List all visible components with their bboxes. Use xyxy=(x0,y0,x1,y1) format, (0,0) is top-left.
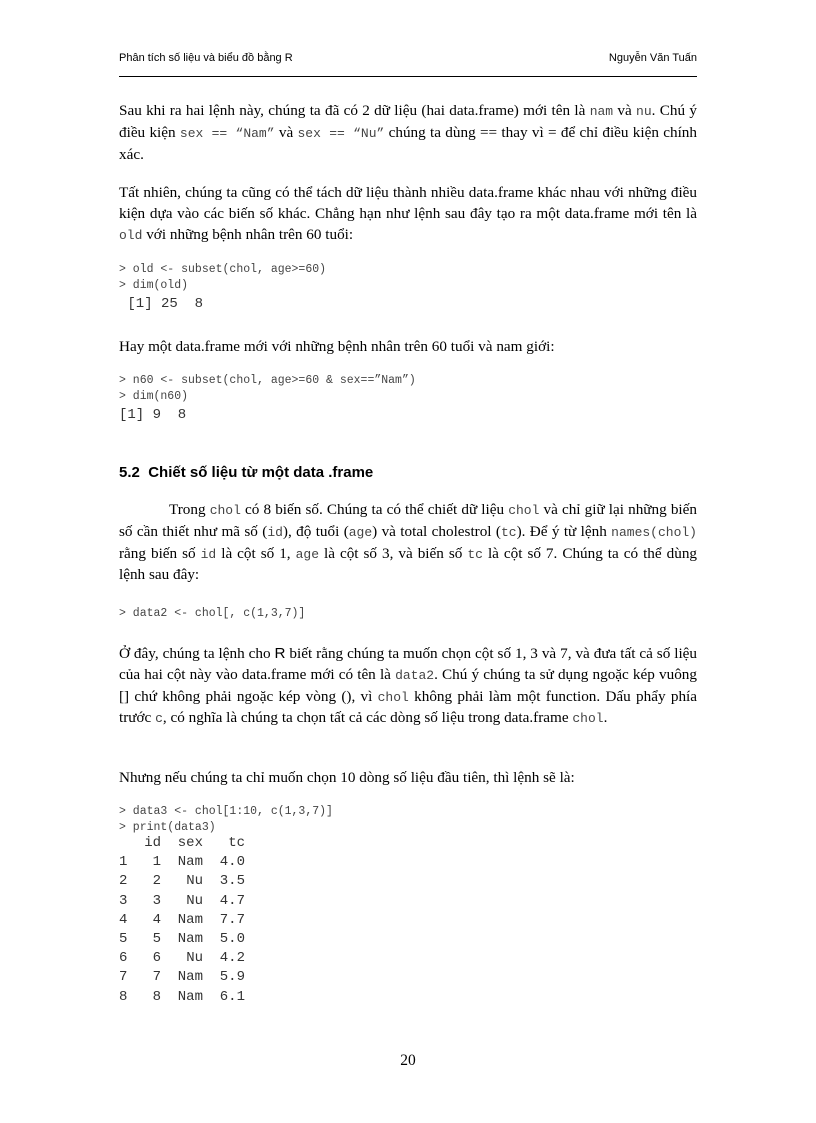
code-block-2 xyxy=(119,373,416,405)
output-1: [1] 25 8 xyxy=(119,296,204,312)
code-line: > old <- subset(chol, age>=60) xyxy=(119,263,327,276)
running-header xyxy=(119,52,697,72)
code-line: > print(data3) xyxy=(119,821,216,834)
column-header: id xyxy=(144,835,161,851)
cell-sex: Nam xyxy=(177,911,203,928)
code-block-3: > data2 <- chol[, c(1,3,7)] xyxy=(119,607,306,620)
column-header: sex xyxy=(177,835,203,851)
paragraph-1: Sau khi ra hai lệnh này, chúng ta đã có 2 dữ liệu (hai data.frame) mới tên là nam và nu. Chú ý điều kiện sex == “Nam” và sex == “Nu” chúng ta dùng == thay vì = để chỉ điều kiện chính xác. xyxy=(119,102,697,163)
table-row xyxy=(119,969,245,988)
paragraph-6: Nhưng nếu chúng ta chỉ muốn chọn 10 dòng số liệu đầu tiên, thì lệnh sẽ là: xyxy=(119,769,575,786)
code-line: > n60 <- subset(chol, age>=60 & sex==”Nam”) xyxy=(119,374,416,387)
table-row xyxy=(119,854,245,873)
cell-sex: Nu xyxy=(186,950,203,967)
page-number: 20 xyxy=(400,1052,416,1069)
paragraph-2: Tất nhiên, chúng ta cũng có thể tách dữ liệu thành nhiều data.frame khác nhau với những điều kiện dựa vào các biến số khác. Chẳng hạn như lệnh sau đây tạo ra một data.frame mới tên là old với những bệnh nhân trên 60 tuổi: xyxy=(119,184,697,243)
paragraph-5: Ở đây, chúng ta lệnh cho R biết rằng chúng ta muốn chọn cột số 1, 3 và 7, và đưa tất cả số liệu của hai cột này vào data.frame mới có tên là data2. Chú ý chúng ta sử dụng ngoặc kép vuông [] chứ không phải ngoặc kép vòng (), vì chol không phải làm một function. Dấu phẩy phía trước c, có nghĩa là chúng ta chọn tất cả các dòng số liệu trong data.frame chol. xyxy=(119,645,698,727)
section-heading xyxy=(119,464,373,481)
row-index: 7 xyxy=(119,969,128,986)
header-title: Phân tích số liệu và biểu đồ bằng R xyxy=(119,52,293,64)
section-number: 5.2 xyxy=(119,464,140,481)
row-index: 6 xyxy=(119,950,128,967)
paragraph-3: Hay một data.frame mới với những bệnh nhân trên 60 tuổi và nam giới: xyxy=(119,338,555,355)
section-title: Chiết số liệu từ một data .frame xyxy=(148,464,374,481)
cell-tc: 4.7 xyxy=(219,892,245,909)
cell-sex: Nam xyxy=(177,988,203,1005)
code-line: > dim(n60) xyxy=(119,390,189,403)
cell-sex: Nam xyxy=(177,969,203,986)
header-rule xyxy=(119,76,697,77)
column-header: tc xyxy=(228,835,245,851)
cell-id: 7 xyxy=(152,969,161,986)
cell-id: 8 xyxy=(152,988,161,1005)
cell-sex: Nu xyxy=(186,873,203,890)
code-block-4 xyxy=(119,804,333,836)
cell-tc: 6.1 xyxy=(219,988,245,1005)
cell-tc: 5.9 xyxy=(219,969,245,986)
cell-tc: 7.7 xyxy=(219,911,245,928)
row-index: 3 xyxy=(119,892,128,909)
table-row xyxy=(119,931,245,950)
output-table xyxy=(119,835,245,1008)
cell-id: 1 xyxy=(152,854,161,871)
paragraph-4: Trong chol có 8 biến số. Chúng ta có thể chiết dữ liệu chol và chỉ giữ lại những biến số cần thiết như mã số (id), độ tuổi (age) và total cholestrol (tc). Để ý từ lệnh names(chol) rằng biến số id là cột số 1, age là cột số 3, và biến số tc là cột số 7. Chúng ta có thể dùng lệnh sau đây: xyxy=(119,501,698,584)
cell-id: 4 xyxy=(152,911,161,928)
row-index: 1 xyxy=(119,854,128,871)
cell-sex: Nam xyxy=(177,854,203,871)
row-index: 4 xyxy=(119,911,128,928)
table-row xyxy=(119,912,245,931)
output-2: [1] 9 8 xyxy=(119,407,187,423)
cell-sex: Nu xyxy=(186,892,203,909)
cell-tc: 4.2 xyxy=(219,950,245,967)
table-row xyxy=(119,989,245,1008)
cell-id: 3 xyxy=(152,892,161,909)
cell-id: 2 xyxy=(152,873,161,890)
table-row xyxy=(119,950,245,969)
code-block-1 xyxy=(119,262,326,294)
row-index: 2 xyxy=(119,873,128,890)
table-row xyxy=(119,893,245,912)
row-index: 5 xyxy=(119,930,128,947)
table-header xyxy=(119,835,245,854)
row-index: 8 xyxy=(119,988,128,1005)
code-line: > dim(old) xyxy=(119,279,189,292)
cell-id: 5 xyxy=(152,930,161,947)
cell-tc: 4.0 xyxy=(219,854,245,871)
cell-sex: Nam xyxy=(177,930,203,947)
header-author: Nguyễn Văn Tuấn xyxy=(608,52,697,64)
cell-tc: 5.0 xyxy=(219,930,245,947)
table-row xyxy=(119,873,245,892)
code-line: > data3 <- chol[1:10, c(1,3,7)] xyxy=(119,805,333,818)
cell-id: 6 xyxy=(152,950,161,967)
cell-tc: 3.5 xyxy=(219,873,245,890)
